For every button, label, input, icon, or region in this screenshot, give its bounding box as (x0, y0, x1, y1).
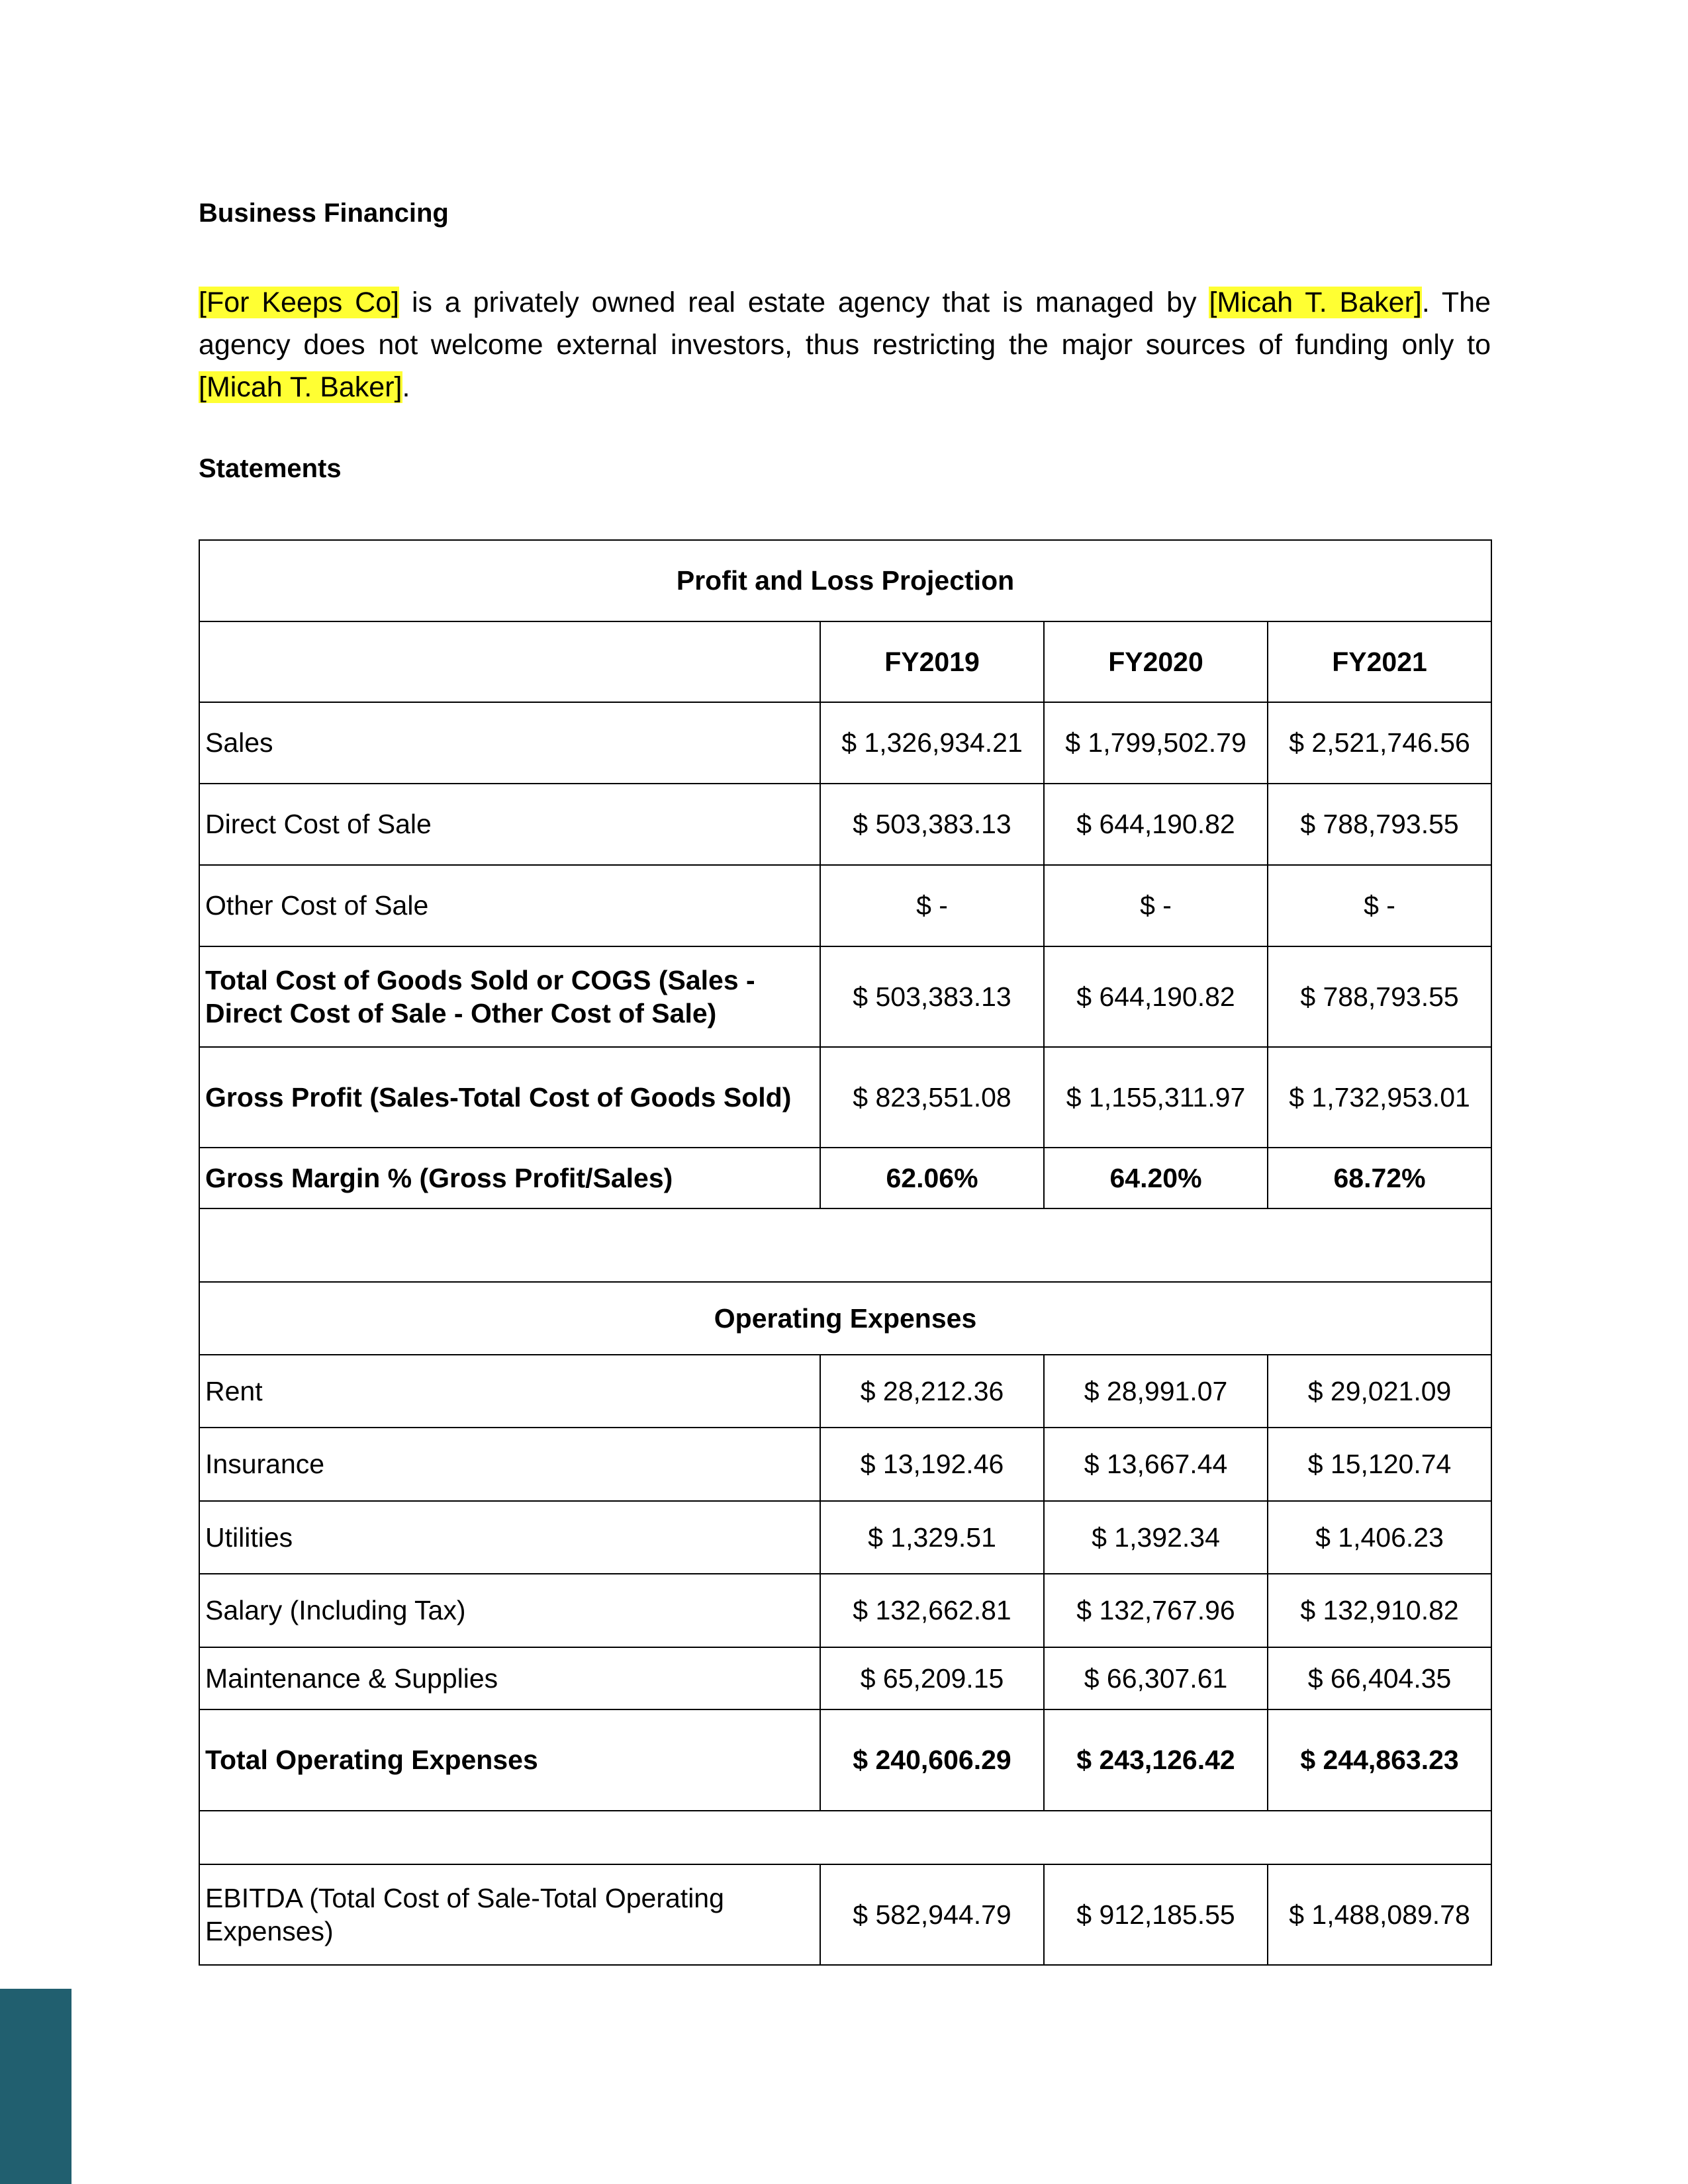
row-label: Total Cost of Goods Sold or COGS (Sales - Direct Cost of Sale - Other Cost of Sale) (199, 946, 820, 1047)
row-label: Utilities (199, 1501, 820, 1574)
cell-value: $ 1,392.34 (1044, 1501, 1268, 1574)
cell-value: $ 788,793.55 (1268, 946, 1491, 1047)
financing-paragraph (199, 281, 1491, 408)
cell-value: $ 823,551.08 (820, 1047, 1044, 1148)
paragraph-text-2: . The agency does not welcome external investors, thus restricting the major sources of funding only to (199, 287, 1491, 361)
table-row (199, 1811, 1491, 1864)
table-row (199, 1864, 1491, 1965)
table-row (199, 1208, 1491, 1282)
cell-value: 62.06% (820, 1148, 1044, 1208)
cell-value: $ - (820, 865, 1044, 946)
row-label: Salary (Including Tax) (199, 1574, 820, 1647)
cell-value: $ 65,209.15 (820, 1647, 1044, 1709)
manager-name-highlight: [Micah T. Baker] (1209, 287, 1422, 318)
statements-heading: Statements (199, 454, 342, 483)
cell-value: $ - (1044, 865, 1268, 946)
pl-title: Profit and Loss Projection (199, 540, 1491, 621)
table-row (199, 1574, 1491, 1647)
cell-value: $ 15,120.74 (1268, 1428, 1491, 1501)
cell-value: $ 132,910.82 (1268, 1574, 1491, 1647)
row-label: Maintenance & Supplies (199, 1647, 820, 1709)
cell-value: $ 788,793.55 (1268, 784, 1491, 865)
table-row (199, 946, 1491, 1047)
spacer-cell (199, 1811, 1491, 1864)
cell-value: $ 1,732,953.01 (1268, 1047, 1491, 1148)
profit-loss-table (199, 539, 1492, 1966)
cell-value: $ 66,404.35 (1268, 1647, 1491, 1709)
row-label: EBITDA (Total Cost of Sale-Total Operating Expenses) (199, 1864, 820, 1965)
empty-header-cell (199, 621, 820, 702)
cell-value: $ 1,329.51 (820, 1501, 1044, 1574)
opex-title: Operating Expenses (199, 1282, 1491, 1355)
table-row (199, 621, 1491, 702)
table-row (199, 1709, 1491, 1811)
row-label: Insurance (199, 1428, 820, 1501)
cell-value: $ 244,863.23 (1268, 1709, 1491, 1811)
spacer-cell (199, 1208, 1491, 1282)
table-row (199, 1148, 1491, 1208)
company-name-highlight: [For Keeps Co] (199, 287, 400, 318)
year-header: FY2019 (820, 621, 1044, 702)
cell-value: $ 66,307.61 (1044, 1647, 1268, 1709)
row-label: Rent (199, 1355, 820, 1428)
cell-value: $ 582,944.79 (820, 1864, 1044, 1965)
cell-value: $ 132,662.81 (820, 1574, 1044, 1647)
cell-value: $ 13,667.44 (1044, 1428, 1268, 1501)
year-header: FY2021 (1268, 621, 1491, 702)
table-row (199, 1428, 1491, 1501)
cell-value: $ 13,192.46 (820, 1428, 1044, 1501)
cell-value: $ 1,326,934.21 (820, 702, 1044, 784)
cell-value: $ 644,190.82 (1044, 946, 1268, 1047)
cell-value: $ 503,383.13 (820, 784, 1044, 865)
row-label: Gross Margin % (Gross Profit/Sales) (199, 1148, 820, 1208)
year-header: FY2020 (1044, 621, 1268, 702)
table-row (199, 1501, 1491, 1574)
manager-name-highlight-2: [Micah T. Baker] (199, 371, 402, 403)
cell-value: $ 28,212.36 (820, 1355, 1044, 1428)
paragraph-text-3: . (402, 371, 410, 403)
row-label: Total Operating Expenses (199, 1709, 820, 1811)
cell-value: $ 1,488,089.78 (1268, 1864, 1491, 1965)
table-row (199, 1047, 1491, 1148)
table-row (199, 540, 1491, 621)
business-financing-heading: Business Financing (199, 199, 449, 228)
cell-value: $ 28,991.07 (1044, 1355, 1268, 1428)
cell-value: $ 132,767.96 (1044, 1574, 1268, 1647)
row-label: Sales (199, 702, 820, 784)
table-row (199, 1647, 1491, 1709)
table-row (199, 1282, 1491, 1355)
cell-value: $ 2,521,746.56 (1268, 702, 1491, 784)
table-row (199, 702, 1491, 784)
cell-value: $ 644,190.82 (1044, 784, 1268, 865)
cell-value: $ 1,799,502.79 (1044, 702, 1268, 784)
page-accent-bar (0, 1989, 71, 2184)
cell-value: $ 1,155,311.97 (1044, 1047, 1268, 1148)
cell-value: $ 1,406.23 (1268, 1501, 1491, 1574)
cell-value: 64.20% (1044, 1148, 1268, 1208)
paragraph-text-1: is a privately owned real estate agency that is managed by (399, 287, 1209, 318)
cell-value: 68.72% (1268, 1148, 1491, 1208)
row-label: Direct Cost of Sale (199, 784, 820, 865)
cell-value: $ 243,126.42 (1044, 1709, 1268, 1811)
cell-value: $ 240,606.29 (820, 1709, 1044, 1811)
table-row (199, 1355, 1491, 1428)
row-label: Gross Profit (Sales-Total Cost of Goods Sold) (199, 1047, 820, 1148)
cell-value: $ - (1268, 865, 1491, 946)
row-label: Other Cost of Sale (199, 865, 820, 946)
cell-value: $ 503,383.13 (820, 946, 1044, 1047)
cell-value: $ 912,185.55 (1044, 1864, 1268, 1965)
table-row (199, 784, 1491, 865)
table-row (199, 865, 1491, 946)
cell-value: $ 29,021.09 (1268, 1355, 1491, 1428)
